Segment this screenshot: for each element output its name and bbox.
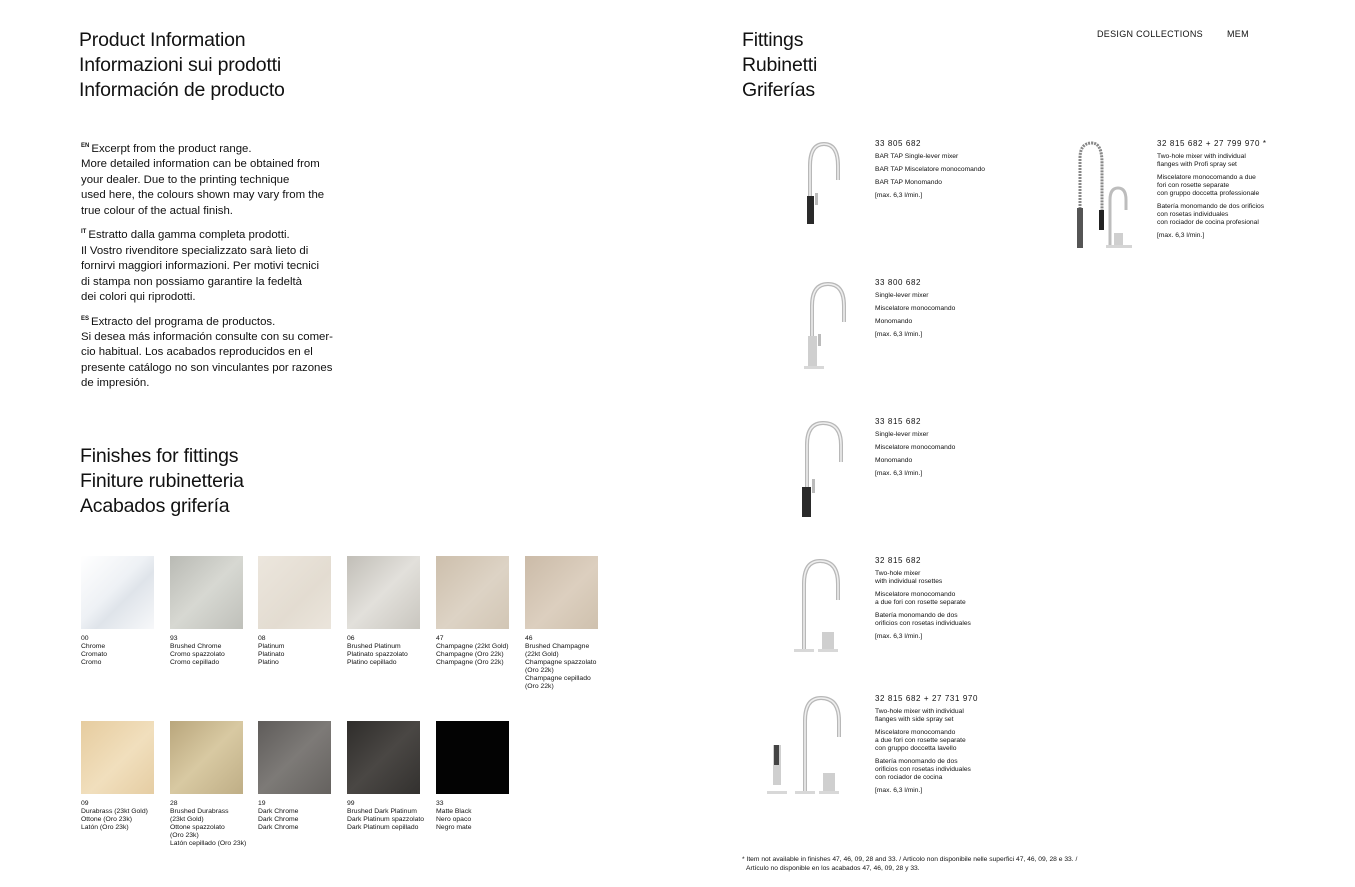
- finish-swatch: 99 Brushed Dark Platinum Dark Platinum spazzolato Dark Platinum cepillado: [347, 721, 432, 832]
- finish-swatch: 09 Durabrass (23kt Gold) Ottone (Oro 23k) Latón (Oro 23k): [81, 721, 154, 832]
- info-paragraph-en: $^{EN}$ Excerpt from the product range. More detailed information can be obtained from your dealer. Due to the printing technique used here, the colours shown may vary from the true colour of the actual finish.: [81, 142, 325, 217]
- two-hole-mixer-side-spray-image: [765, 693, 855, 798]
- finish-color-chip: [436, 721, 509, 794]
- finish-color-chip: [258, 721, 331, 794]
- section-title: Fittings Rubinetti Griferías: [742, 29, 818, 101]
- finish-color-chip: [436, 556, 509, 629]
- finish-swatch: 00 Chrome Cromato Cromo: [81, 556, 154, 667]
- product-33805682: 33 805 682 BAR TAP Single-lever mixer BAR TAP Miscelatore monocomando BAR TAP Monomando [max. 6,3 l/min.]: [875, 139, 986, 199]
- finish-swatch: 08 Platinum Platinato Platino: [258, 556, 331, 667]
- product-33815682: 33 815 682 Single-lever mixer Miscelatore monocomando Monomando [max. 6,3 l/min.]: [875, 417, 956, 477]
- page-title: Product Information Informazioni sui prodotti Información de producto: [79, 29, 285, 101]
- finish-color-chip: [81, 721, 154, 794]
- finish-swatch: 28 Brushed Durabrass (23kt Gold) Ottone spazzolato (Oro 23k) Latón cepillado (Oro 23k): [170, 721, 255, 848]
- bar-tap-image: [800, 138, 850, 228]
- finish-color-chip: [81, 556, 154, 629]
- profi-spray-mixer-image: [1070, 138, 1135, 253]
- finish-color-chip: [525, 556, 598, 629]
- product-33800682: 33 800 682 Single-lever mixer Miscelatore monocomando Monomando [max. 6,3 l/min.]: [875, 278, 956, 338]
- two-hole-mixer-image: [790, 556, 850, 656]
- finish-color-chip: [170, 556, 243, 629]
- nav-design-collections[interactable]: DESIGN COLLECTIONS: [1097, 29, 1203, 39]
- info-paragraph-es: $^{ES}$ Extracto del programa de productos. Si desea más información consulte con su comer- cio habitual. Los acabados reproducidos en el presente catálogo no son vinculantes por razones de impresión.: [81, 315, 333, 390]
- finish-swatch: 93 Brushed Chrome Cromo spazzolato Cromo cepillado: [170, 556, 243, 667]
- finish-color-chip: [258, 556, 331, 629]
- finish-color-chip: [347, 556, 420, 629]
- finish-swatch: 47 Champagne (22kt Gold) Champagne (Oro 22k) Champagne (Oro 22k): [436, 556, 509, 667]
- single-lever-mixer-tall-image: [795, 417, 850, 522]
- finish-color-chip: [170, 721, 243, 794]
- finish-swatch: 33 Matte Black Nero opaco Negro mate: [436, 721, 509, 832]
- product-32815682-27731970: 32 815 682 + 27 731 970 Two-hole mixer with individual flanges with side spray set Miscelatore monocomando a due fori con rosette separate con gruppo doccetta lavello Batería monomando de dos orificios con rosetas individuales con rociador de cocina [max. 6,3 l/min.]: [875, 694, 978, 794]
- nav-mem[interactable]: MEM: [1227, 29, 1249, 39]
- finishes-title: Finishes for fittings Finiture rubinetteria Acabados grifería: [80, 445, 244, 517]
- info-paragraph-it: $^{IT}$ Estratto dalla gamma completa prodotti. Il Vostro rivenditore specializzato sarà lieto di fornirvi maggiori informazioni. Per motivi tecnici di stampa non possiamo garantire la fedeltà dei colori qui riprodotti.: [81, 229, 320, 304]
- product-32815682: 32 815 682 Two-hole mixer with individual rosettes Miscelatore monocomando a due fori con rosette separate Batería monomando de dos orificios con rosetas individuales [max. 6,3 l/min.]: [875, 556, 971, 640]
- info-text: [81, 139, 381, 398]
- finish-color-chip: [347, 721, 420, 794]
- finish-swatch: 06 Brushed Platinum Platinato spazzolato Platino cepillado: [347, 556, 420, 667]
- finish-swatch: 19 Dark Chrome Dark Chrome Dark Chrome: [258, 721, 331, 832]
- single-lever-mixer-image: [800, 278, 855, 373]
- finish-swatch: 46 Brushed Champagne (22kt Gold) Champagne spazzolato (Oro 22k) Champagne cepillado (Oro 22k): [525, 556, 605, 691]
- product-32815682-27799970: 32 815 682 + 27 799 970 * Two-hole mixer with individual flanges with Profi spray set Miscelatore monocomando a due fori con rosette separate con gruppo doccetta professionale Batería monomando de dos orificios con rosetas individuales con rociador de cocina profesional [max. 6,3 l/min.]: [1157, 139, 1267, 239]
- footnote: * Item not available in finishes 47, 46, 09, 28 and 33. / Articolo non disponibile nelle superfici 47, 46, 09, 28 e 33. / Artículo no disponible en los acabados 47, 46, 09, 28 y 33.: [742, 856, 1078, 872]
